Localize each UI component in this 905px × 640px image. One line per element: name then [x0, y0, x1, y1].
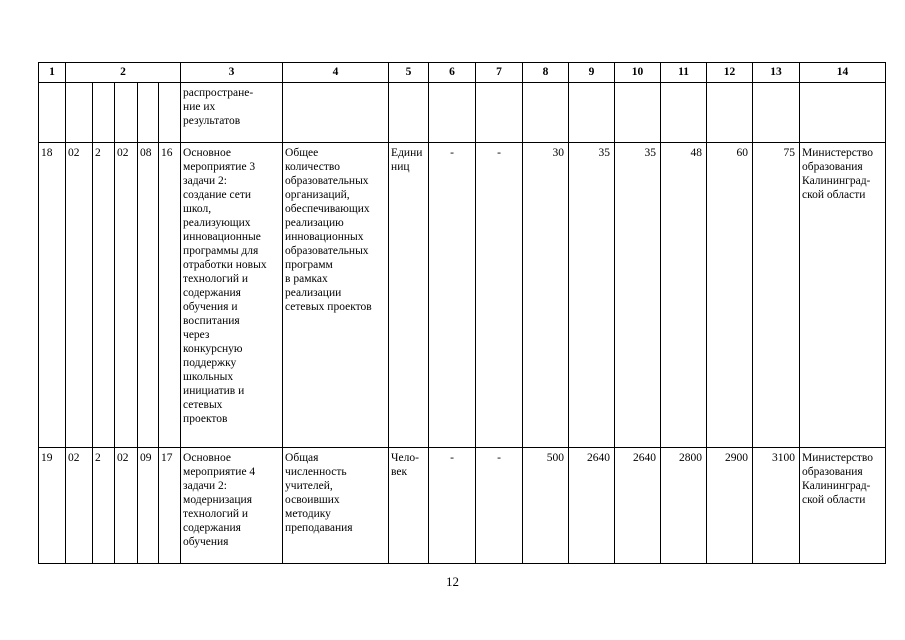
empty-cell: [389, 83, 429, 143]
value-col-12: 60: [707, 143, 753, 448]
program-indicators-table: [38, 62, 886, 564]
row-number: 19: [39, 448, 66, 564]
code-4: 09: [138, 448, 159, 564]
value-col-9: 35: [569, 143, 615, 448]
empty-cell: [661, 83, 707, 143]
table-row: [39, 448, 886, 564]
column-number-header-row: [39, 63, 886, 83]
empty-cell: [115, 83, 138, 143]
value-col-7: -: [476, 143, 523, 448]
empty-cell: [39, 83, 66, 143]
value-col-13: 3100: [753, 448, 800, 564]
value-col-8: 500: [523, 448, 569, 564]
empty-cell: [429, 83, 476, 143]
header-col-6: 6: [429, 63, 476, 83]
continuation-row: [39, 83, 886, 143]
empty-cell: [66, 83, 93, 143]
empty-cell: [93, 83, 115, 143]
empty-cell: [159, 83, 181, 143]
code-1: 02: [66, 448, 93, 564]
unit: Едини ниц: [389, 143, 429, 448]
empty-cell: [569, 83, 615, 143]
empty-cell: [615, 83, 661, 143]
event-name-continued: распростране- ние их результатов: [181, 83, 283, 143]
header-col-5: 5: [389, 63, 429, 83]
indicator-name: Общее количество образовательных организаций, обеспечивающих реализацию инновационных образовательных программ в рамках реализации сетевых проектов: [283, 143, 389, 448]
page-number: 12: [446, 574, 459, 589]
empty-cell: [283, 83, 389, 143]
value-col-11: 2800: [661, 448, 707, 564]
header-col-7: 7: [476, 63, 523, 83]
code-2: 2: [93, 448, 115, 564]
value-col-6: -: [429, 448, 476, 564]
code-5: 16: [159, 143, 181, 448]
code-5: 17: [159, 448, 181, 564]
empty-cell: [476, 83, 523, 143]
empty-cell: [707, 83, 753, 143]
code-1: 02: [66, 143, 93, 448]
value-col-7: -: [476, 448, 523, 564]
value-col-9: 2640: [569, 448, 615, 564]
header-col-13: 13: [753, 63, 800, 83]
empty-cell: [138, 83, 159, 143]
header-col-2: 2: [66, 63, 181, 83]
table-row: [39, 143, 886, 448]
value-col-6: -: [429, 143, 476, 448]
unit: Чело- век: [389, 448, 429, 564]
empty-cell: [523, 83, 569, 143]
indicator-name: Общая численность учителей, освоивших методику преподавания: [283, 448, 389, 564]
code-2: 2: [93, 143, 115, 448]
event-name: Основное мероприятие 3 задачи 2: создание сети школ, реализующих инновационные программы для отработки новых технологий и содержания обучения и воспитания через конкурсную поддержку школьных инициатив и сетевых проектов: [181, 143, 283, 448]
event-name: Основное мероприятие 4 задачи 2: модернизация технологий и содержания обучения: [181, 448, 283, 564]
value-col-12: 2900: [707, 448, 753, 564]
executor: Министерство образования Калининград- ской области: [800, 143, 886, 448]
value-col-10: 35: [615, 143, 661, 448]
code-4: 08: [138, 143, 159, 448]
empty-cell: [753, 83, 800, 143]
value-col-13: 75: [753, 143, 800, 448]
row-number: 18: [39, 143, 66, 448]
value-col-8: 30: [523, 143, 569, 448]
header-col-3: 3: [181, 63, 283, 83]
value-col-11: 48: [661, 143, 707, 448]
executor: Министерство образования Калининград- ской области: [800, 448, 886, 564]
header-col-10: 10: [615, 63, 661, 83]
header-col-11: 11: [661, 63, 707, 83]
value-col-10: 2640: [615, 448, 661, 564]
header-col-12: 12: [707, 63, 753, 83]
code-3: 02: [115, 143, 138, 448]
code-3: 02: [115, 448, 138, 564]
header-col-4: 4: [283, 63, 389, 83]
header-col-1: 1: [39, 63, 66, 83]
header-col-9: 9: [569, 63, 615, 83]
header-col-14: 14: [800, 63, 886, 83]
header-col-8: 8: [523, 63, 569, 83]
empty-cell: [800, 83, 886, 143]
